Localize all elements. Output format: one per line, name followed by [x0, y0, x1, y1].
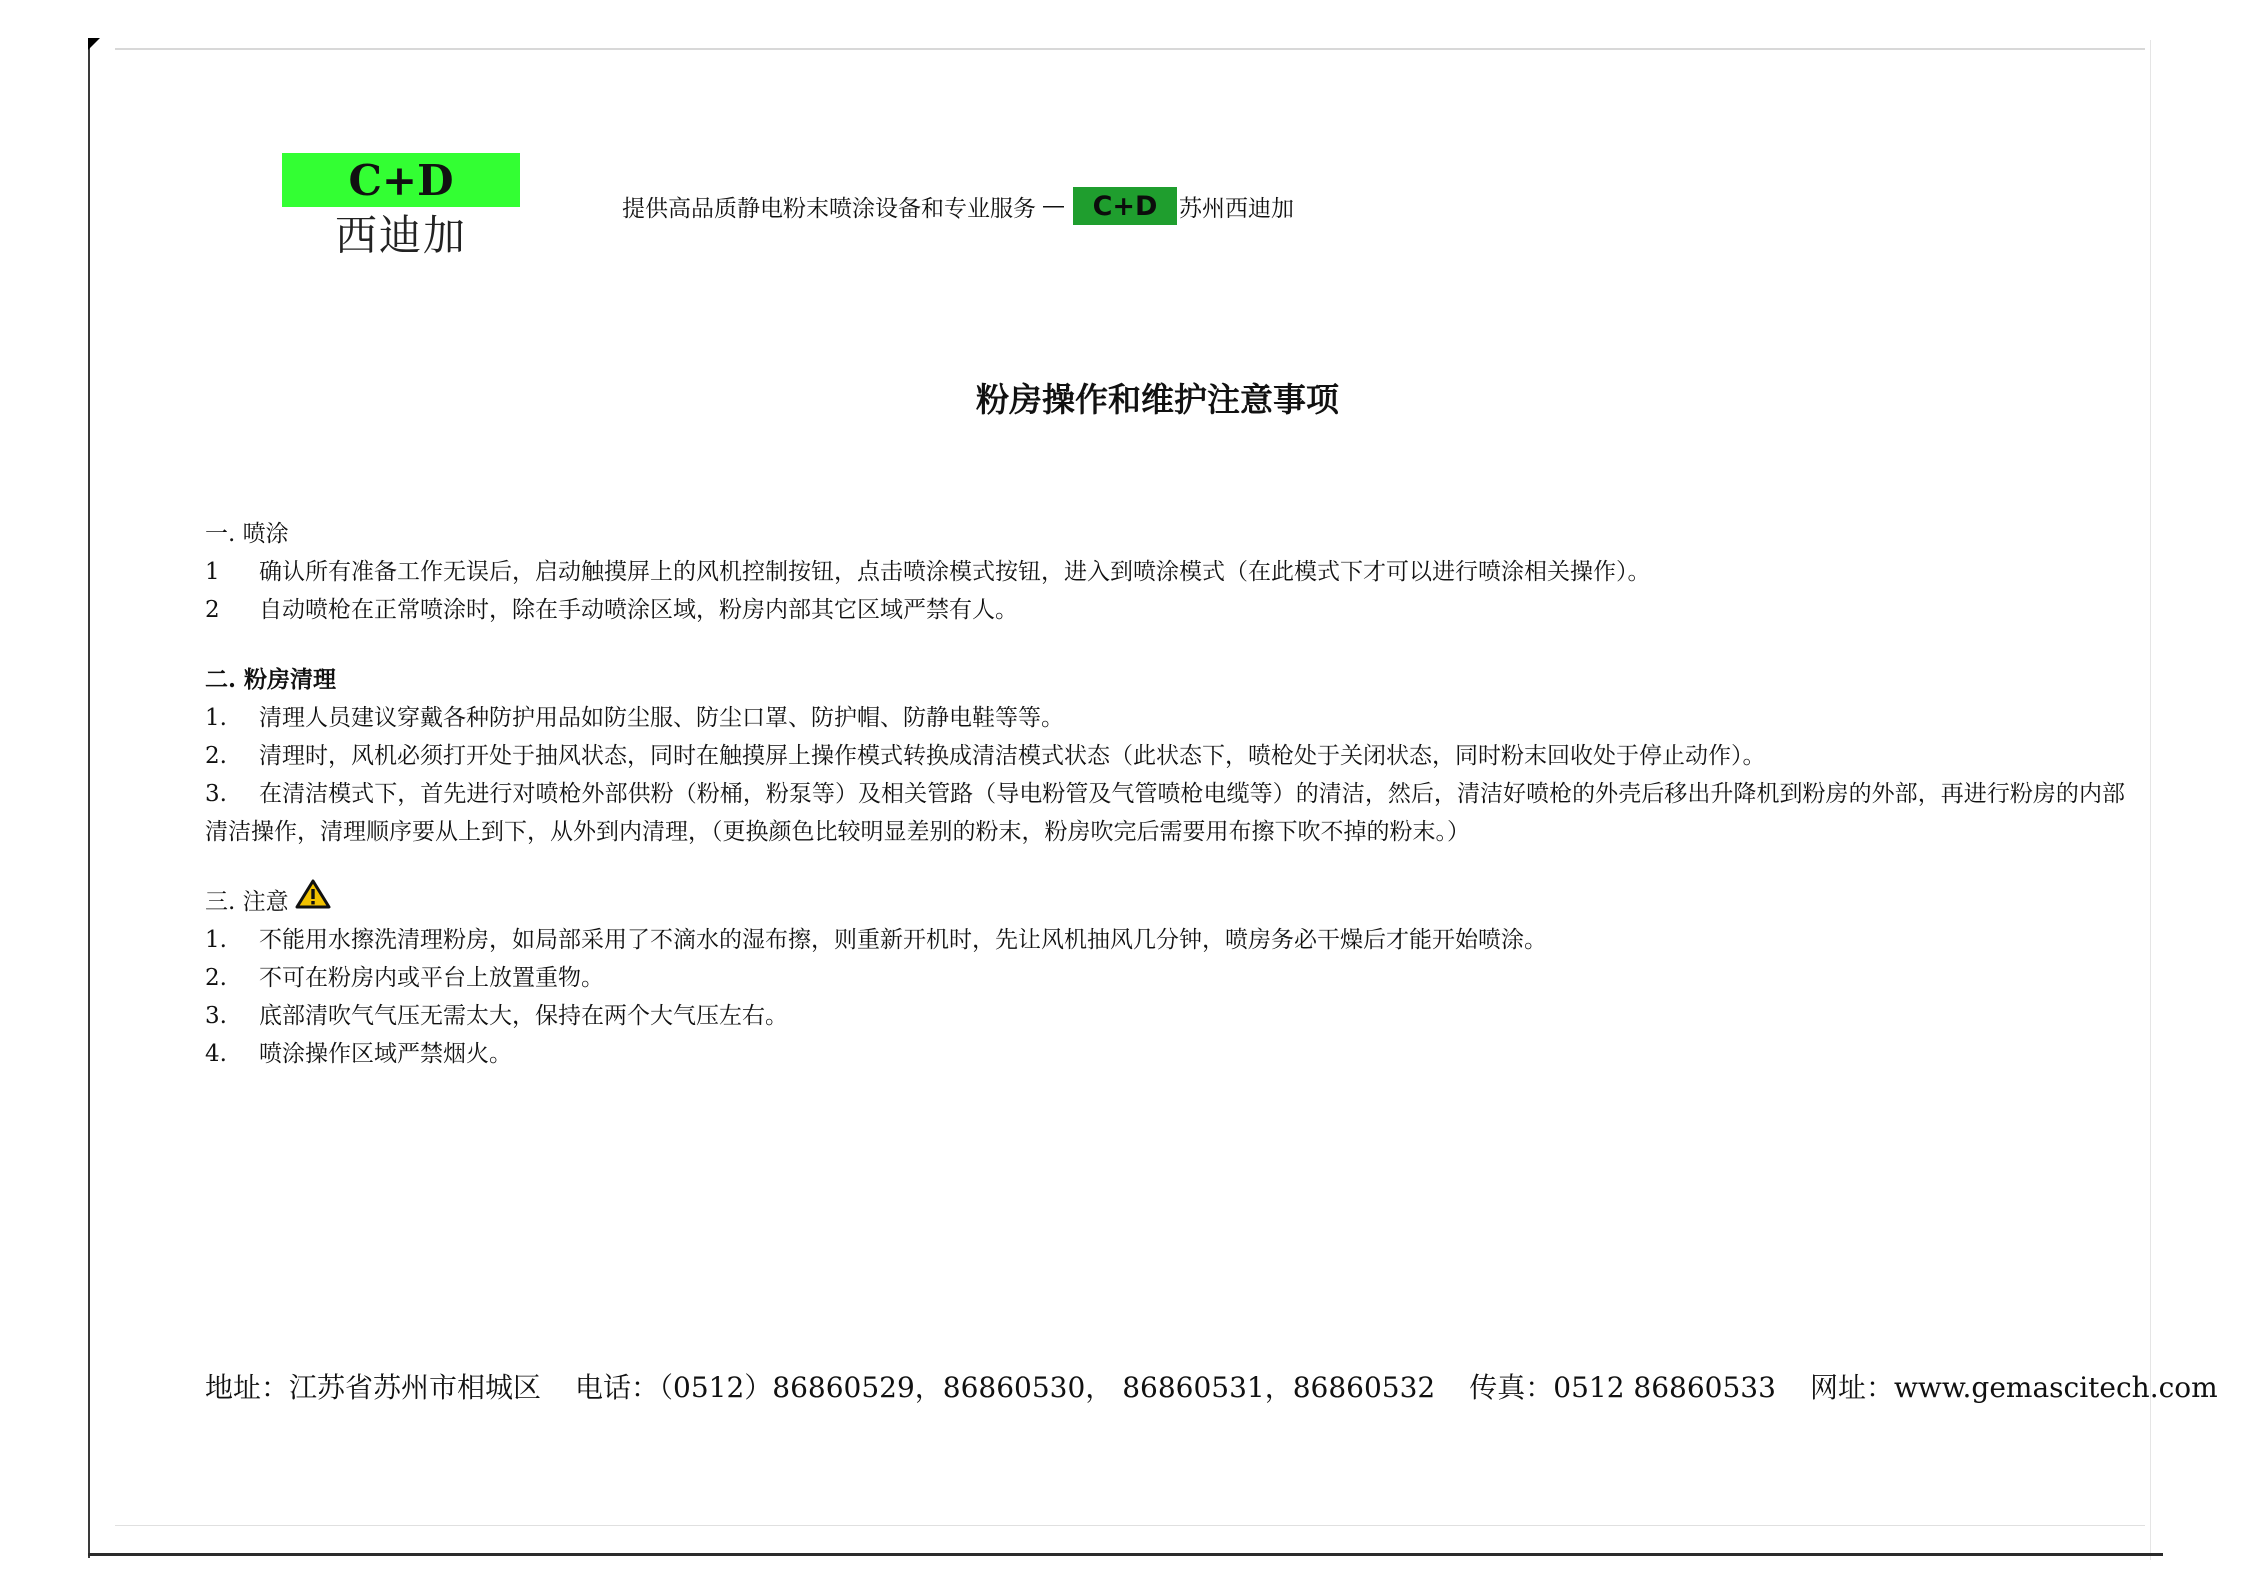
header-slogan [622, 186, 1294, 226]
section-cleaning [205, 661, 2125, 851]
slogan-company: 苏州西迪加 [1179, 195, 1294, 222]
item-text: 底部清吹气气压无需太大，保持在两个大气压左右。 [259, 1003, 788, 1029]
item-number: 4. [205, 1041, 227, 1067]
item-text: 清理时，风机必须打开处于抽风状态，同时在触摸屏上操作模式转换成清洁模式状态（此状态下，喷枪处于关闭状态，同时粉末回收处于停止动作）。 [259, 743, 1766, 769]
scan-edge-bottom-inner [115, 1525, 2145, 1526]
item-number: 2 [205, 597, 220, 623]
scan-edge-top [115, 48, 2145, 50]
list-item [205, 699, 2125, 737]
scan-edge-left [88, 38, 90, 1558]
item-text: 不可在粉房内或平台上放置重物。 [259, 965, 604, 991]
item-text: 喷涂操作区域严禁烟火。 [259, 1041, 512, 1067]
item-text: 不能用水擦洗清理粉房，如局部采用了不滴水的湿布擦，则重新开机时，先让风机抽风几分钟，喷房务必干燥后才能开始喷涂。 [259, 927, 1547, 953]
footer-address: 地址：江苏省苏州市相城区 [205, 1371, 542, 1404]
list-item [205, 591, 2125, 629]
logo-band: C+D [282, 153, 520, 207]
item-number: 1 [205, 559, 220, 585]
warning-icon [295, 879, 331, 909]
scan-edge-right [2150, 40, 2151, 1560]
contact-footer [205, 1366, 2218, 1406]
item-text: 确认所有准备工作无误后，启动触摸屏上的风机控制按钮，点击喷涂模式按钮，进入到喷涂模式（在此模式下才可以进行喷涂相关操作）。 [259, 559, 1651, 585]
list-item [205, 997, 2125, 1035]
mini-logo: C+D [1073, 187, 1177, 225]
slogan-dash: — [1042, 193, 1065, 219]
list-item [205, 775, 2125, 851]
list-item [205, 553, 2125, 591]
footer-website: 网址：www.gemascitech.com [1809, 1371, 2218, 1404]
section-heading: 三. 注意 [205, 889, 289, 915]
document-body [205, 515, 2125, 1105]
slogan-text: 提供高品质静电粉末喷涂设备和专业服务 [622, 195, 1036, 222]
item-number: 3. [205, 781, 227, 807]
section-heading: 一. 喷涂 [205, 521, 289, 547]
section-spraying [205, 515, 2125, 629]
item-text: 自动喷枪在正常喷涂时，除在手动喷涂区域，粉房内部其它区域严禁有人。 [259, 597, 1018, 623]
list-item [205, 737, 2125, 775]
section-heading: 二. 粉房清理 [205, 666, 337, 693]
list-item [205, 959, 2125, 997]
list-item [205, 921, 2125, 959]
item-number: 2. [205, 743, 227, 769]
item-number: 1. [205, 927, 227, 953]
list-item [205, 1035, 2125, 1073]
footer-phone: 电话：（0512）86860529，86860530， 86860531，86860532 [575, 1371, 1436, 1404]
item-text: 在清洁模式下，首先进行对喷枪外部供粉（粉桶，粉泵等）及相关管路（导电粉管及气管喷枪电缆等）的清洁，然后，清洁好喷枪的外壳后移出升降机到粉房的外部，再进行粉房的内部清洁操作，清理顺序要从上到下，从外到内清理，（更换颜色比较明显差别的粉末，粉房吹完后需要用布擦下吹不掉的粉末。） [205, 781, 2125, 845]
document-title: 粉房操作和维护注意事项 [976, 380, 1339, 419]
item-number: 3. [205, 1003, 227, 1029]
item-number: 2. [205, 965, 227, 991]
company-logo [282, 153, 520, 261]
section-heading-row [205, 883, 2125, 921]
item-text: 清理人员建议穿戴各种防护用品如防尘服、防尘口罩、防护帽、防静电鞋等等。 [259, 705, 1064, 731]
item-number: 1. [205, 705, 227, 731]
scan-edge-bottom [88, 1553, 2163, 1556]
section-notes [205, 883, 2125, 1073]
footer-fax: 传真：0512 86860533 [1469, 1371, 1776, 1404]
logo-cn-name: 西迪加 [334, 211, 467, 260]
